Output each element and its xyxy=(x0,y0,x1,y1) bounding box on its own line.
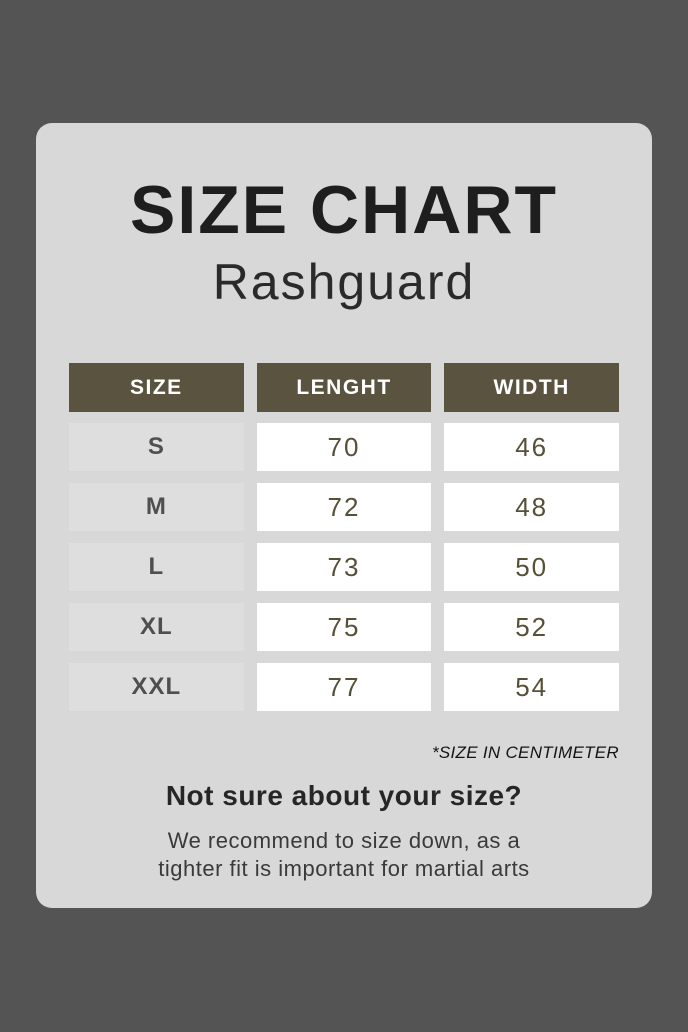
help-body-line1: We recommend to size down, as a xyxy=(167,828,521,853)
table-row-size-label: XL xyxy=(69,603,244,651)
table-row-width: 50 xyxy=(444,543,619,591)
table-row-length: 75 xyxy=(257,603,432,651)
help-body xyxy=(36,827,652,883)
size-table xyxy=(69,363,619,711)
help-body-line2: tighter fit is important for martial arts xyxy=(158,856,530,881)
product-subtitle: Rashguard xyxy=(212,254,476,310)
table-row-width: 52 xyxy=(444,603,619,651)
size-unit-footnote: *SIZE IN CENTIMETER xyxy=(431,743,619,762)
size-chart-card xyxy=(36,123,652,908)
table-row-size-label: M xyxy=(69,483,244,531)
table-row-width: 46 xyxy=(444,423,619,471)
table-row-size-label: L xyxy=(69,543,244,591)
table-row-width: 48 xyxy=(444,483,619,531)
table-row-size-label: S xyxy=(69,423,244,471)
column-header-width: WIDTH xyxy=(444,363,619,412)
table-row-length: 70 xyxy=(257,423,432,471)
table-row-length: 73 xyxy=(257,543,432,591)
page-title: SIZE CHART xyxy=(130,172,558,248)
table-row-size-label: XXL xyxy=(69,663,244,711)
column-header-length: LENGHT xyxy=(257,363,432,412)
table-row-width: 54 xyxy=(444,663,619,711)
table-row-length: 72 xyxy=(257,483,432,531)
column-header-size: SIZE xyxy=(69,363,244,412)
table-row-length: 77 xyxy=(257,663,432,711)
help-heading: Not sure about your size? xyxy=(165,780,523,811)
